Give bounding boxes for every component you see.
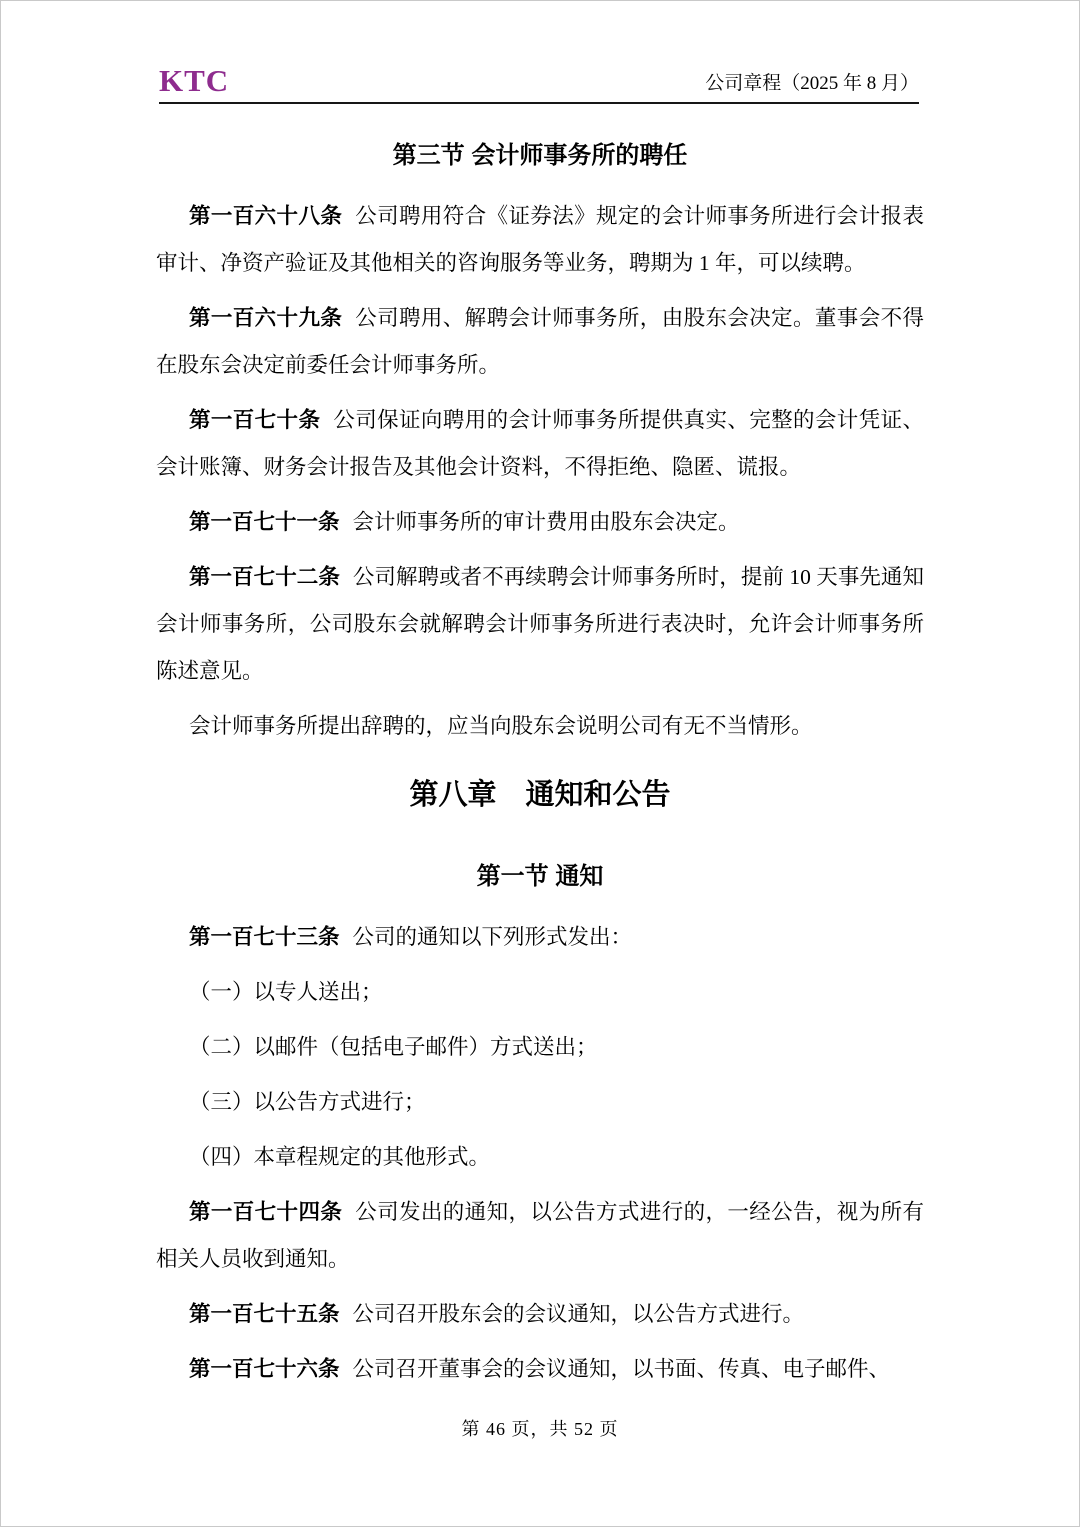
article-171 [156,499,924,546]
article-168-text: 公司聘用符合《证券法》规定的会计师事务所进行会计报表审计、净资产验证及其他相关的咨询服务等业务，聘期为 1 年，可以续聘。 [156,204,924,275]
article-176-text: 公司召开董事会的会议通知，以书面、传真、电子邮件、 [352,1357,891,1381]
header-doc-title: 公司章程（2025 年 8 月） [705,73,919,95]
article-170-number: 第一百七十条 [189,408,321,432]
article-174 [156,1189,924,1283]
article-171-number: 第一百七十一条 [189,510,340,534]
notice-form-item-2: （二）以邮件（包括电子邮件）方式送出； [189,1035,598,1059]
notice-form-item-1: （一）以专人送出； [189,980,383,1004]
article-176 [156,1346,924,1393]
footer-page-number: 第 46 页，共 52 页 [461,1419,619,1439]
article-175 [156,1291,924,1338]
resignation-note: 会计师事务所提出辞聘的，应当向股东会说明公司有无不当情形。 [189,714,813,738]
article-175-number: 第一百七十五条 [189,1302,340,1326]
article-176-number: 第一百七十六条 [189,1357,340,1381]
article-170 [156,397,924,491]
article-172-text: 公司解聘或者不再续聘会计师事务所时，提前 10 天事先通知会计师事务所，公司股东会就解聘会计师事务所进行表决时，允许会计师事务所陈述意见。 [156,565,924,683]
article-173-number: 第一百七十三条 [189,925,340,949]
page-header [159,65,919,104]
article-169-text: 公司聘用、解聘会计师事务所，由股东会决定。董事会不得在股东会决定前委任会计师事务所。 [156,306,924,377]
article-172 [156,554,924,695]
article-174-number: 第一百七十四条 [189,1200,343,1224]
article-168 [156,193,924,287]
article-169 [156,295,924,389]
article-175-text: 公司召开股东会的会议通知，以公告方式进行。 [352,1302,805,1326]
ktc-logo: KTC [159,63,230,98]
article-172-number: 第一百七十二条 [189,565,340,589]
notice-form-item-4: （四）本章程规定的其他形式。 [189,1145,491,1169]
article-171-text: 会计师事务所的审计费用由股东会决定。 [352,510,740,534]
section-3-heading: 第三节 会计师事务所的聘任 [392,142,688,169]
chapter-8-heading: 第八章 通知和公告 [409,779,671,811]
notice-form-item-3: （三）以公告方式进行； [189,1090,426,1114]
article-168-number: 第一百六十八条 [189,204,343,228]
article-170-text: 公司保证向聘用的会计师事务所提供真实、完整的会计凭证、会计账簿、财务会计报告及其他会计资料，不得拒绝、隐匿、谎报。 [156,408,924,479]
article-174-text: 公司发出的通知，以公告方式进行的，一经公告，视为所有相关人员收到通知。 [156,1200,924,1271]
document-body [156,135,924,1393]
article-173 [156,914,924,961]
article-173-text: 公司的通知以下列形式发出： [352,925,633,949]
section-1-heading: 第一节 通知 [476,863,604,890]
article-169-number: 第一百六十九条 [189,306,343,330]
